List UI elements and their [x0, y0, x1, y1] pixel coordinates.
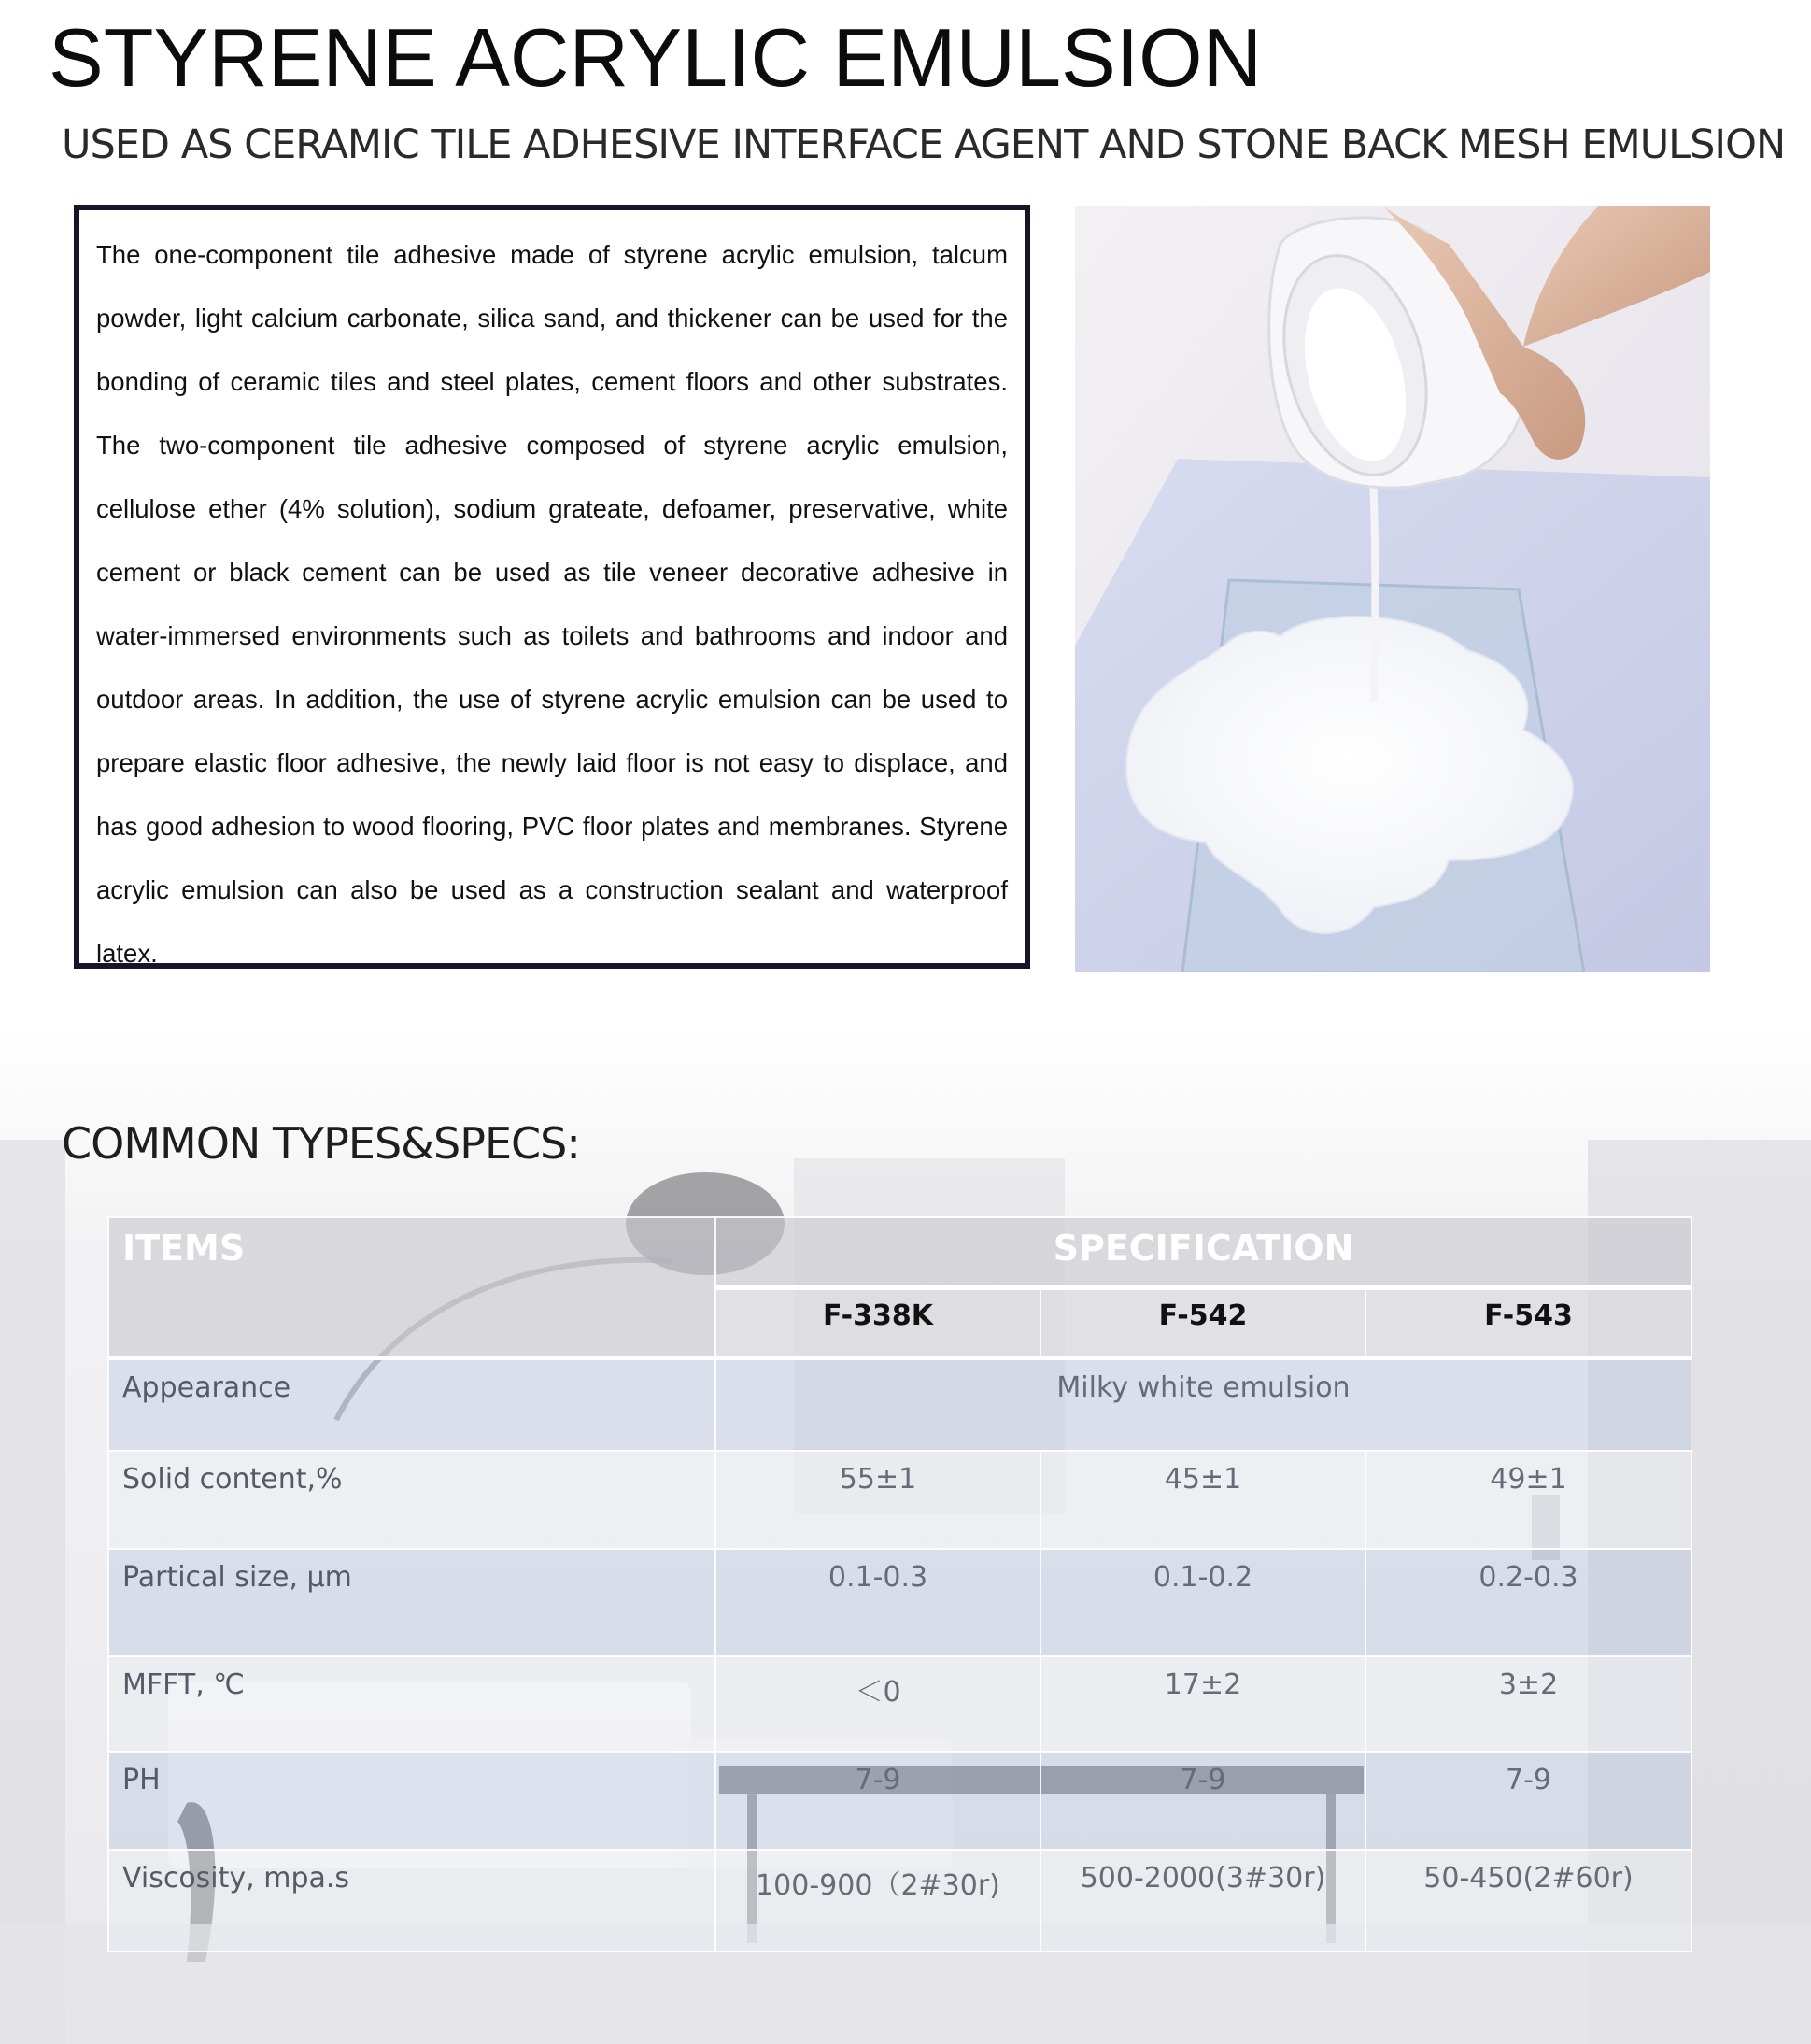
- items-header: ITEMS: [108, 1217, 715, 1357]
- model-header: F-543: [1365, 1287, 1691, 1357]
- row-label: MFFT, ℃: [108, 1656, 715, 1752]
- table-row: [108, 1850, 1691, 1952]
- row-label: Partical size, μm: [108, 1549, 715, 1656]
- specs-heading: COMMON TYPES&SPECS:: [62, 1118, 580, 1169]
- row-value: 45±1: [1040, 1451, 1365, 1549]
- row-value: 49±1: [1365, 1451, 1691, 1549]
- row-label: PH: [108, 1752, 715, 1850]
- row-value: 3±2: [1365, 1656, 1691, 1752]
- row-value: 55±1: [715, 1451, 1040, 1549]
- model-header: F-338K: [715, 1287, 1040, 1357]
- description-box: [74, 205, 1030, 969]
- row-value: 0.1-0.3: [715, 1549, 1040, 1656]
- row-value: 7-9: [1365, 1752, 1691, 1850]
- description-text: The one-component tile adhesive made of styrene acrylic emulsion, talcum powder, light calcium carbonate, silica sand, and thickener can be used for the bonding of ceramic tiles and steel plates, cement floors and other substrates. The two-component tile adhesive composed of styrene acrylic emulsion, cellulose ether (4% solution), sodium grateate, defoamer, preservative, white cement or black cement can be used as tile veneer decorative adhesive in water-immersed environments such as toilets and bathrooms and indoor and outdoor areas. In addition, the use of styrene acrylic emulsion can be used to prepare elastic floor adhesive, the newly laid floor is not easy to displace, and has good adhesion to wood flooring, PVC floor plates and membranes. Styrene acrylic emulsion can also be used as a construction sealant and waterproof latex.: [96, 240, 1008, 968]
- table-row-appearance: [108, 1357, 1691, 1451]
- table-row: [108, 1549, 1691, 1656]
- row-label: Solid content,%: [108, 1451, 715, 1549]
- row-value: 50-450(2#60r): [1365, 1850, 1691, 1952]
- row-value: ＜0: [715, 1656, 1040, 1752]
- table-row: [108, 1656, 1691, 1752]
- row-value: 500-2000(3#30r): [1040, 1850, 1365, 1952]
- model-header: F-542: [1040, 1287, 1365, 1357]
- row-value: 7-9: [715, 1752, 1040, 1850]
- row-label: Viscosity, mpa.s: [108, 1850, 715, 1952]
- row-value: 0.1-0.2: [1040, 1549, 1365, 1656]
- page-title: STYRENE ACRYLIC EMULSION: [49, 11, 1263, 104]
- row-value: 7-9: [1040, 1752, 1365, 1850]
- specification-header: SPECIFICATION: [715, 1217, 1691, 1287]
- page-subtitle: USED AS CERAMIC TILE ADHESIVE INTERFACE AGENT AND STONE BACK MESH EMULSION: [62, 121, 1786, 168]
- row-label: Appearance: [108, 1357, 715, 1451]
- product-photo: [1075, 206, 1710, 972]
- row-value: 0.2-0.3: [1365, 1549, 1691, 1656]
- appearance-value: Milky white emulsion: [715, 1357, 1691, 1451]
- row-value: 17±2: [1040, 1656, 1365, 1752]
- table-header-row: [108, 1217, 1691, 1287]
- table-row: [108, 1451, 1691, 1549]
- spec-table: [107, 1216, 1692, 1952]
- row-value: 100-900（2#30r): [715, 1850, 1040, 1952]
- table-row: [108, 1752, 1691, 1850]
